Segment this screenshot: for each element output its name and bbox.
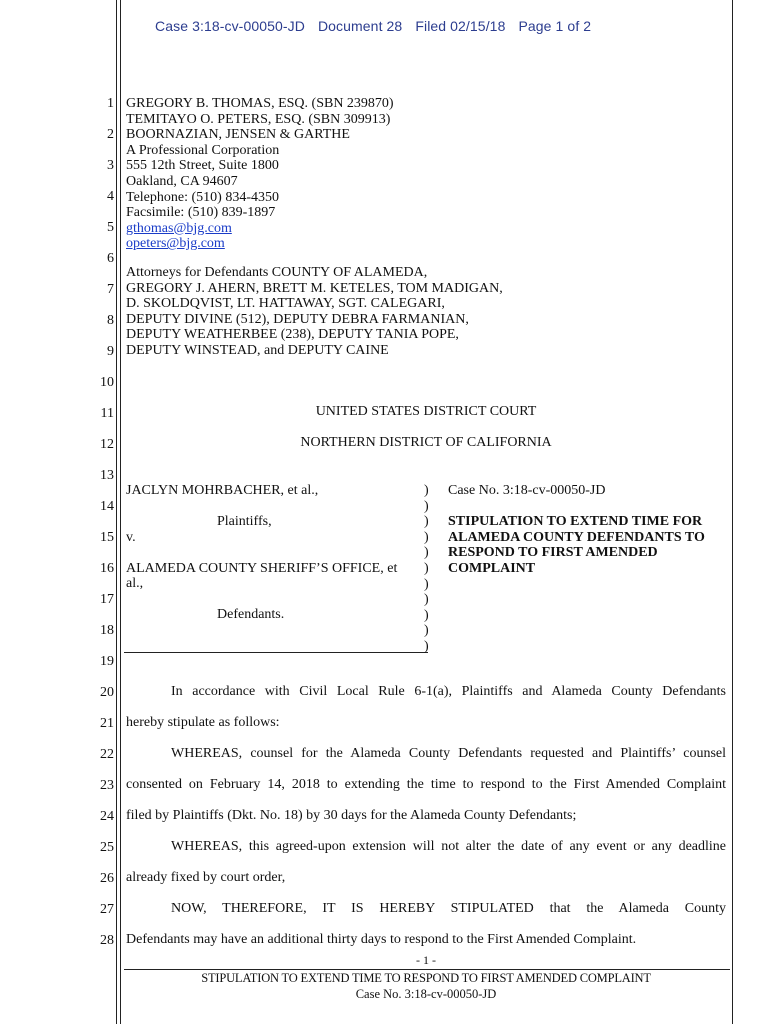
body-line-23: consented on February 14, 2018 to extending the time to respond to the First Amended Complaint [126, 777, 726, 792]
versus: v. [126, 530, 136, 545]
footer-page-number: - 1 - [416, 953, 436, 967]
attorneys-line: D. SKOLDQVIST, LT. HATTAWAY, SGT. CALEGARI, [126, 296, 445, 312]
line-number: 4 [107, 189, 114, 204]
title-line: ALAMEDA COUNTY DEFENDANTS TO [448, 529, 705, 545]
line-number: 17 [100, 592, 114, 607]
line-number: 2 [107, 127, 114, 142]
line-number: 1 [107, 96, 114, 111]
line-number: 9 [107, 344, 114, 359]
margin-rule-left-inner [120, 0, 121, 1024]
title-line: STIPULATION TO EXTEND TIME FOR [448, 514, 703, 529]
line-number: 5 [107, 220, 114, 235]
body-line-21: hereby stipulate as follows: [126, 715, 280, 730]
line-number: 27 [100, 902, 114, 917]
attorneys-line: Attorneys for Defendants COUNTY OF ALAMEDA, [126, 265, 428, 280]
body-line-20: In accordance with Civil Local Rule 6-1(a), Plaintiffs and Alameda County Defendants [171, 684, 726, 699]
counsel-line: 555 12th Street, Suite 1800 [126, 158, 279, 174]
counsel-line: Telephone: (510) 834-4350 [126, 189, 279, 205]
attorneys-line: DEPUTY DIVINE (512), DEPUTY DEBRA FARMANIAN, [126, 311, 469, 327]
email-link-thomas[interactable]: gthomas@bjg.com [126, 220, 232, 236]
title-line: COMPLAINT [448, 560, 536, 576]
line-number: 14 [100, 499, 114, 514]
attorneys-line: DEPUTY WINSTEAD, and DEPUTY CAINE [126, 342, 389, 358]
paren: ) [424, 529, 429, 545]
line-number: 24 [100, 809, 114, 824]
line-number: 18 [100, 623, 114, 638]
caption-parens [424, 483, 429, 655]
ecf-header [155, 18, 600, 34]
line-number: 3 [107, 158, 114, 173]
case-number: Case No. 3:18-cv-00050-JD [448, 483, 606, 498]
paren: ) [424, 545, 429, 561]
attorneys-for-block [126, 265, 503, 359]
line-number: 26 [100, 871, 114, 886]
body-line-27: NOW, THEREFORE, IT IS HEREBY STIPULATED that the Alameda County [171, 901, 726, 916]
attorneys-line: GREGORY J. AHERN, BRETT M. KETELES, TOM MADIGAN, [126, 280, 503, 296]
email-link-peters[interactable]: opeters@bjg.com [126, 236, 225, 252]
line-number: 20 [100, 685, 114, 700]
body-line-24: filed by Plaintiffs (Dkt. No. 18) by 30 days for the Alameda County Defendants; [126, 808, 577, 823]
line-number: 7 [107, 282, 114, 297]
paren: ) [424, 592, 429, 608]
defendant-name: ALAMEDA COUNTY SHERIFF’S OFFICE, et [126, 561, 398, 576]
court-district: NORTHERN DISTRICT OF CALIFORNIA [300, 435, 552, 450]
document-title [448, 514, 705, 576]
body-line-28: Defendants may have an additional thirty days to respond to the First Amended Complaint. [126, 932, 637, 947]
margin-rule-left-outer [116, 0, 117, 1024]
paren: ) [424, 560, 429, 576]
body-line-26: already fixed by court order, [126, 870, 286, 885]
header-page: Page 1 of 2 [518, 18, 592, 34]
line-number: 19 [100, 654, 114, 669]
plaintiff-name: JACLYN MOHRBACHER, et al., [126, 483, 319, 498]
line-number: 25 [100, 840, 114, 855]
paren: ) [424, 607, 429, 623]
paren: ) [424, 638, 429, 654]
line-number: 22 [100, 747, 114, 762]
defendant-name-cont: al., [126, 576, 144, 591]
counsel-line: Oakland, CA 94607 [126, 173, 238, 189]
paren: ) [424, 498, 429, 514]
footer-rule [124, 969, 730, 970]
footer-case-number: Case No. 3:18-cv-00050-JD [355, 987, 497, 1001]
attorneys-line: DEPUTY WEATHERBEE (238), DEPUTY TANIA POPE, [126, 327, 459, 343]
margin-rule-right [732, 0, 733, 1024]
paren: ) [424, 576, 429, 592]
header-filed: Filed 02/15/18 [415, 18, 506, 34]
line-number: 8 [107, 313, 114, 328]
footer-title: STIPULATION TO EXTEND TIME TO RESPOND TO FIRST AMENDED COMPLAINT [201, 971, 651, 985]
paren: ) [424, 623, 429, 639]
plaintiff-role: Plaintiffs, [217, 514, 272, 529]
line-number: 16 [100, 561, 114, 576]
line-number: 28 [100, 933, 114, 948]
court-name: UNITED STATES DISTRICT COURT [315, 404, 537, 419]
counsel-block [126, 96, 394, 252]
paren: ) [424, 483, 429, 498]
body-line-25: WHEREAS, this agreed-upon extension will not alter the date of any event or any deadline [171, 839, 726, 854]
line-number: 10 [100, 375, 114, 390]
line-number: 21 [100, 716, 114, 731]
body-line-22: WHEREAS, counsel for the Alameda County Defendants requested and Plaintiffs’ counsel [171, 746, 726, 761]
title-line: RESPOND TO FIRST AMENDED [448, 545, 658, 561]
line-number: 13 [100, 468, 114, 483]
line-number: 6 [107, 251, 114, 266]
line-number: 23 [100, 778, 114, 793]
counsel-line: GREGORY B. THOMAS, ESQ. (SBN 239870) [126, 96, 394, 111]
counsel-line: A Professional Corporation [126, 142, 280, 158]
counsel-line: BOORNAZIAN, JENSEN & GARTHE [126, 127, 350, 143]
header-document: Document 28 [317, 18, 403, 34]
line-number: 15 [100, 530, 114, 545]
header-case: Case 3:18-cv-00050-JD [155, 18, 305, 34]
line-number: 12 [100, 437, 114, 452]
defendant-role: Defendants. [217, 607, 285, 622]
caption-rule [124, 652, 428, 653]
line-number: 11 [100, 406, 114, 421]
counsel-line: TEMITAYO O. PETERS, ESQ. (SBN 309913) [126, 111, 391, 127]
paren: ) [424, 514, 429, 530]
counsel-line: Facsimile: (510) 839-1897 [126, 205, 276, 221]
